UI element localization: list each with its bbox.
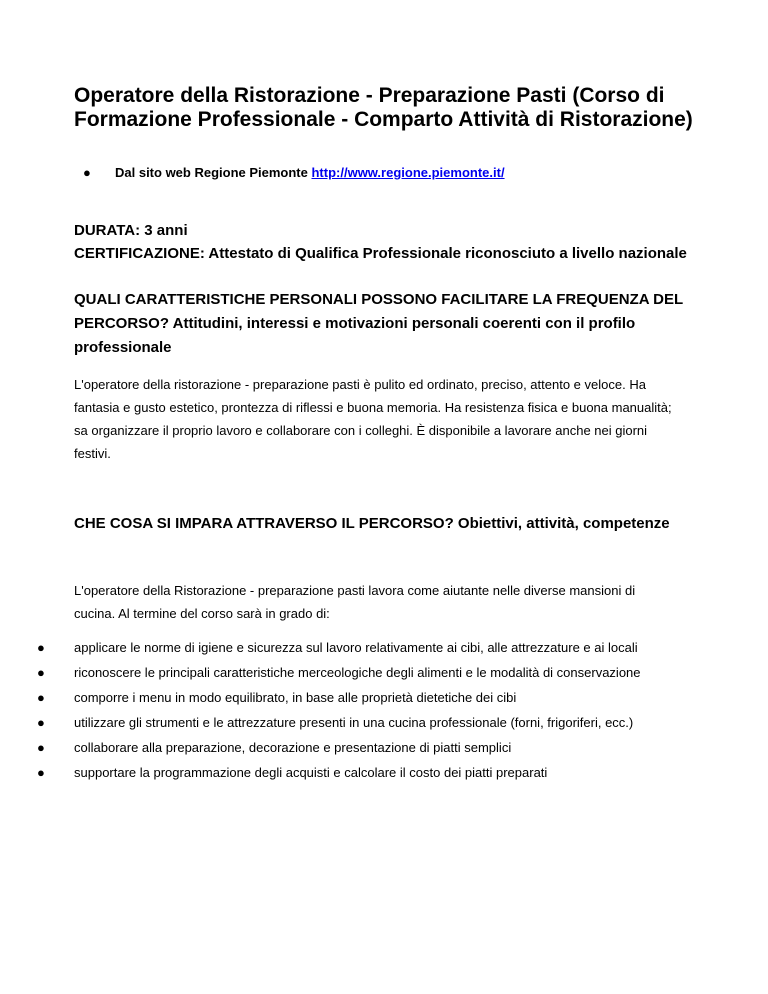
competency-text: applicare le norme di igiene e sicurezza sul lavoro relativamente ai cibi, alle attrezzature e ai locali (74, 640, 638, 655)
bullet-icon: ● (83, 165, 91, 180)
source-list (83, 164, 505, 182)
list-item (37, 736, 697, 759)
source-prefix: Dal sito web Regione Piemonte (115, 165, 312, 180)
list-item (37, 686, 697, 709)
bullet-icon: ● (37, 690, 45, 705)
section1-paragraph: L'operatore della ristorazione - preparazione pasti è pulito ed ordinato, preciso, attento e veloce. Ha fantasia e gusto estetico, prontezza di riflessi e buona memoria. Ha resistenza fisica e buona manualità; sa organizzare il proprio lavoro e collaborare con i colleghi. È disponibile a lavorare anche nei giorni festivi. (74, 377, 672, 461)
source-item (83, 164, 505, 182)
section2-heading: CHE COSA SI IMPARA ATTRAVERSO IL PERCORSO? Obiettivi, attività, competenze (74, 515, 670, 532)
bullet-icon: ● (37, 765, 45, 780)
competency-text: supportare la programmazione degli acquisti e calcolare il costo dei piatti preparati (74, 765, 548, 780)
duration: DURATA: 3 anni (74, 222, 188, 239)
list-item (37, 636, 697, 659)
section1-heading: QUALI CARATTERISTICHE PERSONALI POSSONO FACILITARE LA FREQUENZA DEL PERCORSO? Attitudini, interessi e motivazioni personali coerenti con il profilo professionale (74, 291, 683, 356)
list-item (37, 761, 697, 784)
competency-list (37, 636, 697, 786)
list-item (37, 711, 697, 734)
competency-text: comporre i menu in modo equilibrato, in base alle proprietà dietetiche dei cibi (74, 690, 517, 705)
competency-text: collaborare alla preparazione, decorazione e presentazione di piatti semplici (74, 740, 512, 755)
bullet-icon: ● (37, 740, 45, 755)
section2-paragraph: L'operatore della Ristorazione - preparazione pasti lavora come aiutante nelle diverse mansioni di cucina. Al termine del corso sarà in grado di: (74, 583, 636, 621)
bullet-icon: ● (37, 715, 45, 730)
competency-text: riconoscere le principali caratteristiche merceologiche degli alimenti e le modalità di conservazione (74, 665, 641, 680)
bullet-icon: ● (37, 665, 45, 680)
certification: CERTIFICAZIONE: Attestato di Qualifica Professionale riconosciuto a livello nazionale (74, 245, 687, 262)
document-title: Operatore della Ristorazione - Preparazione Pasti (Corso di Formazione Professionale - Comparto Attività di Ristorazione) (74, 84, 693, 131)
competency-text: utilizzare gli strumenti e le attrezzature presenti in una cucina professionale (forni, frigoriferi, ecc.) (74, 715, 634, 730)
bullet-icon: ● (37, 640, 45, 655)
source-link[interactable]: http://www.regione.piemonte.it/ (311, 165, 505, 180)
list-item (37, 661, 697, 684)
